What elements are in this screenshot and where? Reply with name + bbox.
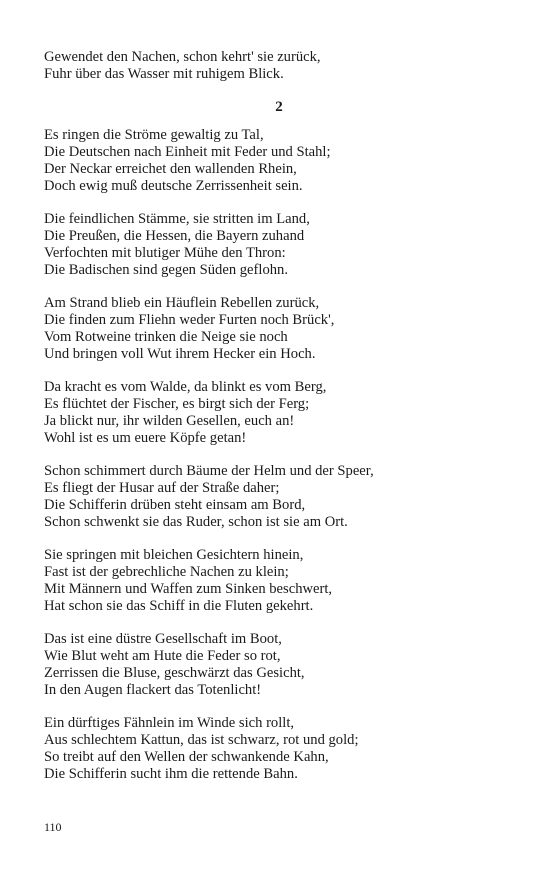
opening-stanza [44, 49, 514, 83]
page-number: 110 [44, 820, 62, 834]
stanza-7 [44, 631, 514, 699]
poem-line: Die feindlichen Stämme, sie stritten im Land, [44, 211, 310, 227]
poem-line: Aus schlechtem Kattun, das ist schwarz, rot und gold; [44, 732, 359, 748]
poem-line: Hat schon sie das Schiff in die Fluten gekehrt. [44, 598, 314, 614]
poem-line: Fuhr über das Wasser mit ruhigem Blick. [44, 66, 284, 82]
poem-line: Die Schifferin sucht ihm die rettende Bahn. [44, 766, 298, 782]
poem-line: Und bringen voll Wut ihrem Hecker ein Hoch. [44, 346, 316, 362]
poem-line: Die Deutschen nach Einheit mit Feder und Stahl; [44, 144, 331, 160]
poem-line: Da kracht es vom Walde, da blinkt es vom Berg, [44, 379, 327, 395]
poem-line: Wie Blut weht am Hute die Feder so rot, [44, 648, 281, 664]
poem-line: Ein dürftiges Fähnlein im Winde sich rollt, [44, 715, 295, 731]
poem-page [44, 49, 514, 799]
poem-line: Schon schimmert durch Bäume der Helm und der Speer, [44, 463, 374, 479]
poem-line: Vom Rotweine trinken die Neige sie noch [44, 329, 288, 345]
stanza-8 [44, 715, 514, 783]
poem-line: Die finden zum Fliehn weder Furten noch Brück', [44, 312, 335, 328]
poem-line: Die Preußen, die Hessen, die Bayern zuhand [44, 228, 305, 244]
stanza-6 [44, 547, 514, 615]
poem-line: Das ist eine düstre Gesellschaft im Boot, [44, 631, 282, 647]
stanza-5 [44, 463, 514, 531]
poem-line: Mit Männern und Waffen zum Sinken beschwert, [44, 581, 333, 597]
poem-line: Zerrissen die Bluse, geschwärzt das Gesicht, [44, 665, 305, 681]
stanza-3 [44, 295, 514, 363]
poem-line: Doch ewig muß deutsche Zerrissenheit sein. [44, 178, 303, 194]
poem-line: Schon schwenkt sie das Ruder, schon ist sie am Ort. [44, 514, 348, 530]
poem-line: In den Augen flackert das Totenlicht! [44, 682, 262, 698]
poem-line: Die Badischen sind gegen Süden geflohn. [44, 262, 288, 278]
section-number: 2 [275, 99, 283, 115]
stanza-2 [44, 211, 514, 279]
poem-line: So treibt auf den Wellen der schwankende Kahn, [44, 749, 329, 765]
poem-line: Ja blickt nur, ihr wilden Gesellen, euch an! [44, 413, 295, 429]
poem-line: Der Neckar erreichet den wallenden Rhein, [44, 161, 297, 177]
poem-line: Es ringen die Ströme gewaltig zu Tal, [44, 127, 264, 143]
poem-line: Gewendet den Nachen, schon kehrt' sie zurück, [44, 49, 321, 65]
poem-line: Es flüchtet der Fischer, es birgt sich der Ferg; [44, 396, 310, 412]
poem-line: Verfochten mit blutiger Mühe den Thron: [44, 245, 286, 261]
poem-line: Wohl ist es um euere Köpfe getan! [44, 430, 247, 446]
poem-line: Es fliegt der Husar auf der Straße daher; [44, 480, 280, 496]
poem-line: Die Schifferin drüben steht einsam am Bord, [44, 497, 306, 513]
stanza-4 [44, 379, 514, 447]
poem-line: Fast ist der gebrechliche Nachen zu klein; [44, 564, 289, 580]
stanza-1 [44, 127, 514, 195]
poem-line: Am Strand blieb ein Häuflein Rebellen zurück, [44, 295, 320, 311]
poem-line: Sie springen mit bleichen Gesichtern hinein, [44, 547, 304, 563]
